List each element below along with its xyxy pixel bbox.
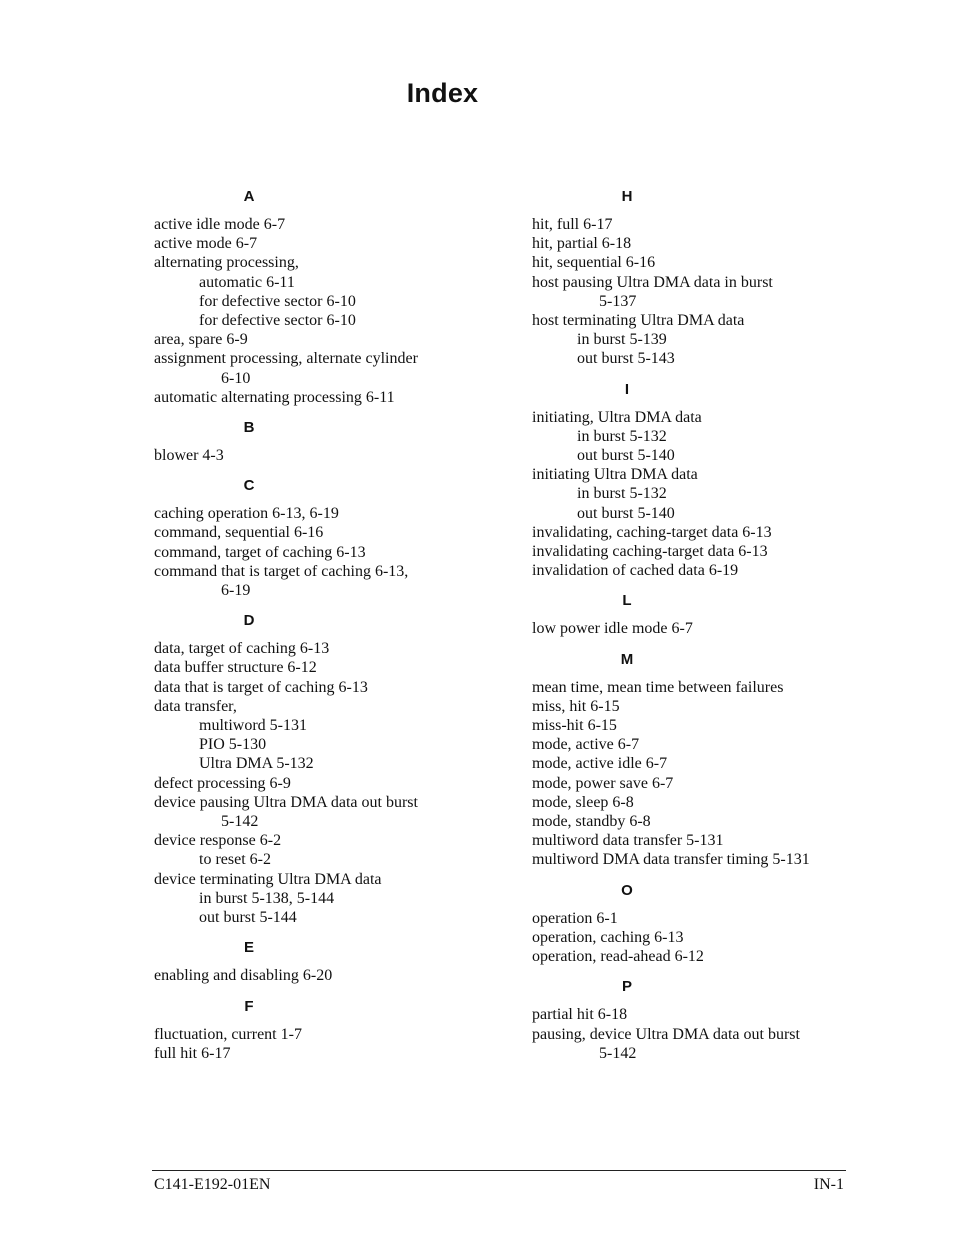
- index-entry: automatic 6-11: [199, 273, 295, 291]
- page-title: Index: [406, 78, 479, 108]
- index-entry: in burst 5-138, 5-144: [199, 889, 335, 907]
- index-entry: automatic alternating processing 6-11: [154, 388, 395, 406]
- section-letter: I: [624, 380, 630, 398]
- index-entry: host terminating Ultra DMA data: [532, 312, 745, 330]
- index-entry: in burst 5-132: [577, 485, 667, 503]
- index-entry: full hit 6-17: [154, 1044, 231, 1062]
- index-entry: low power idle mode 6-7: [532, 620, 693, 638]
- index-section: [532, 379, 862, 581]
- section-letter: C: [243, 477, 255, 495]
- index-entry: miss, hit 6-15: [532, 697, 620, 715]
- index-entry: pausing, device Ultra DMA data out burst: [532, 1025, 800, 1043]
- index-entry: caching operation 6-13, 6-19: [154, 505, 339, 523]
- index-entry: alternating processing,: [154, 254, 299, 272]
- index-entry: mode, active 6-7: [532, 736, 640, 754]
- section-letter: A: [243, 188, 255, 205]
- index-entry: miss-hit 6-15: [532, 717, 617, 735]
- index-entry: 5-142: [599, 1044, 637, 1062]
- section-letter: D: [243, 612, 255, 630]
- index-entry: command, target of caching 6-13: [154, 543, 366, 561]
- index-section: [532, 976, 862, 1063]
- index-entry: operation, read-ahead 6-12: [532, 948, 704, 966]
- index-section: [154, 475, 484, 600]
- index-entry: in burst 5-132: [577, 427, 667, 445]
- index-entry: 6-10: [221, 369, 251, 387]
- index-entry: command that is target of caching 6-13,: [154, 562, 409, 580]
- section-letter: E: [243, 939, 254, 957]
- index-entry: out burst 5-143: [577, 350, 675, 368]
- index-entry: for defective sector 6-10: [199, 312, 356, 330]
- index-entry: mean time, mean time between failures: [532, 678, 784, 696]
- index-entry: invalidation of cached data 6-19: [532, 562, 739, 580]
- footer-divider: [152, 1170, 846, 1171]
- section-letter: P: [621, 978, 632, 996]
- index-entry: invalidating, caching-target data 6-13: [532, 523, 772, 541]
- index-entry: operation, caching 6-13: [532, 928, 684, 946]
- index-entry: assignment processing, alternate cylinder: [154, 350, 418, 368]
- index-section: [532, 880, 862, 967]
- document-number: C141-E192-01EN: [154, 1176, 271, 1193]
- index-section: [154, 417, 484, 465]
- index-section: [532, 186, 862, 369]
- index-entry: out burst 5-140: [577, 447, 675, 465]
- index-entry: area, spare 6-9: [154, 331, 248, 349]
- index-entry: blower 4-3: [154, 447, 224, 465]
- index-entry: 6-19: [221, 582, 251, 600]
- index-entry: data buffer structure 6-12: [154, 659, 317, 677]
- page-number: IN-1: [813, 1176, 844, 1193]
- index-section: [154, 610, 484, 927]
- index-entry: hit, sequential 6-16: [532, 254, 656, 272]
- index-entry: enabling and disabling 6-20: [154, 967, 333, 985]
- index-entry: defect processing 6-9: [154, 774, 291, 792]
- index-column-left: [154, 186, 484, 1073]
- index-entry: initiating Ultra DMA data: [532, 466, 698, 484]
- index-column-right: [532, 186, 862, 1073]
- section-letter: B: [243, 419, 255, 437]
- index-entry: 5-142: [221, 813, 259, 831]
- index-entry: in burst 5-139: [577, 331, 667, 349]
- section-letter: M: [620, 650, 634, 668]
- index-entry: device pausing Ultra DMA data out burst: [154, 793, 418, 811]
- index-entry: for defective sector 6-10: [199, 292, 356, 310]
- index-entry: initiating, Ultra DMA data: [532, 408, 702, 426]
- index-section: [532, 590, 862, 638]
- index-entry: out burst 5-140: [577, 504, 675, 522]
- section-letter: F: [244, 997, 254, 1015]
- index-entry: mode, standby 6-8: [532, 813, 651, 831]
- index-entry: data, target of caching 6-13: [154, 640, 330, 658]
- index-entry: multiword data transfer 5-131: [532, 832, 724, 850]
- index-entry: active mode 6-7: [154, 235, 258, 253]
- index-entry: hit, partial 6-18: [532, 235, 632, 253]
- index-entry: multiword 5-131: [199, 717, 307, 735]
- index-entry: data that is target of caching 6-13: [154, 678, 368, 696]
- index-entry: mode, power save 6-7: [532, 774, 674, 792]
- index-entry: active idle mode 6-7: [154, 216, 286, 233]
- index-entry: host pausing Ultra DMA data in burst: [532, 273, 773, 291]
- section-letter: L: [622, 592, 632, 610]
- index-entry: mode, sleep 6-8: [532, 793, 634, 811]
- section-letter: H: [621, 188, 633, 205]
- index-entry: mode, active idle 6-7: [532, 755, 668, 773]
- index-entry: to reset 6-2: [199, 851, 271, 869]
- index-entry: multiword DMA data transfer timing 5-131: [532, 851, 810, 869]
- index-entry: device response 6-2: [154, 832, 282, 850]
- index-entry: data transfer,: [154, 697, 237, 715]
- index-entry: device terminating Ultra DMA data: [154, 870, 382, 888]
- index-section: [154, 186, 484, 407]
- index-entry: Ultra DMA 5-132: [199, 755, 314, 773]
- index-entry: fluctuation, current 1-7: [154, 1025, 302, 1043]
- index-entry: invalidating caching-target data 6-13: [532, 543, 768, 561]
- index-entry: hit, full 6-17: [532, 216, 613, 233]
- index-entry: 5-137: [599, 292, 637, 310]
- index-entry: out burst 5-144: [199, 909, 297, 927]
- section-letter: O: [621, 881, 633, 899]
- index-section: [532, 649, 862, 870]
- index-section: [154, 996, 484, 1063]
- index-entry: command, sequential 6-16: [154, 524, 324, 542]
- index-entry: partial hit 6-18: [532, 1006, 628, 1024]
- index-section: [154, 937, 484, 985]
- index-entry: operation 6-1: [532, 909, 618, 927]
- index-entry: PIO 5-130: [199, 736, 267, 754]
